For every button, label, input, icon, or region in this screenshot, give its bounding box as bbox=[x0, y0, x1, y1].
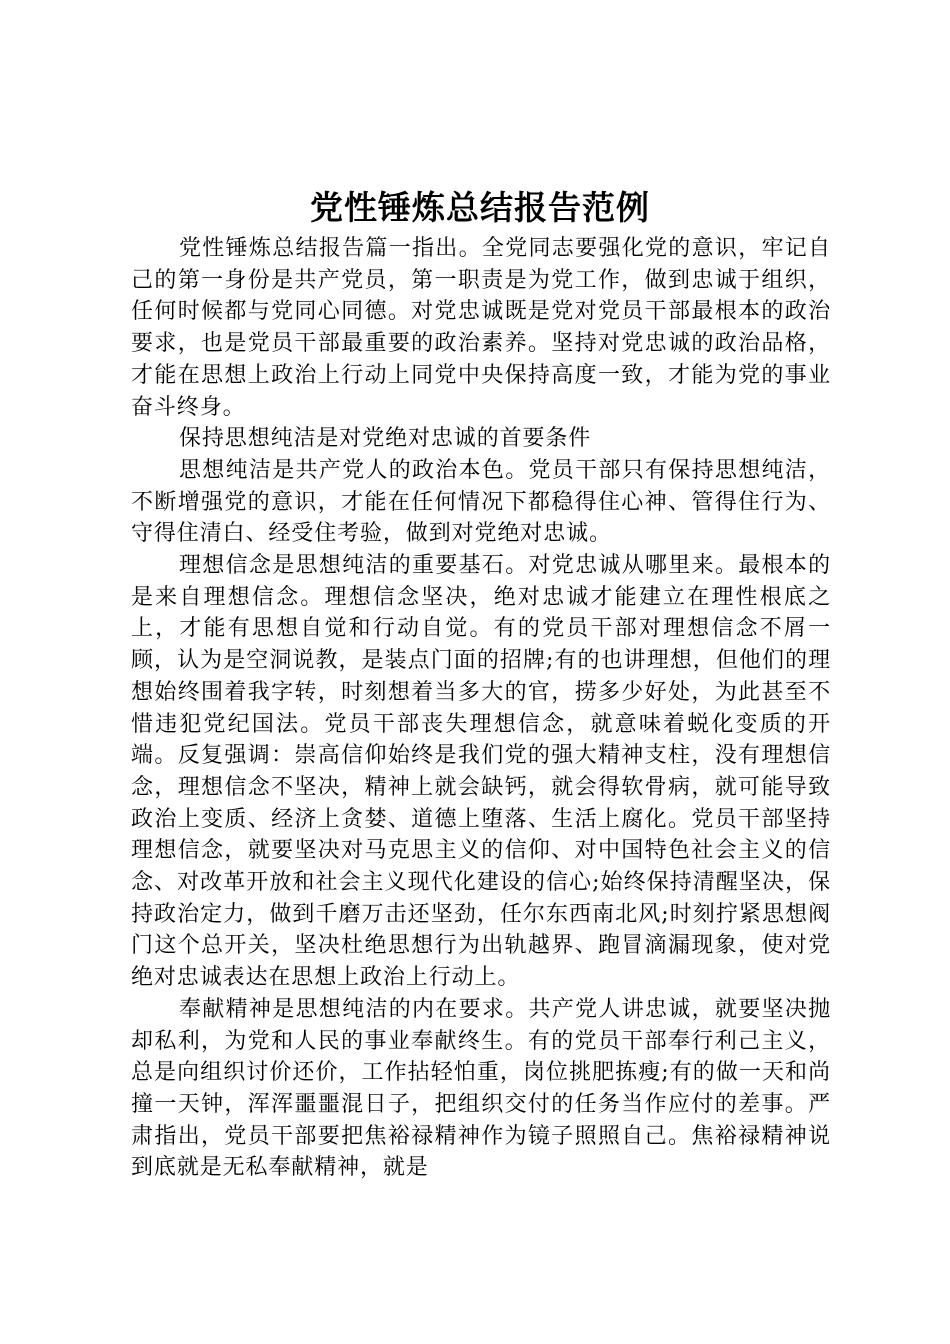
document-body bbox=[131, 233, 831, 1184]
paragraph-intro: 党性锤炼总结报告篇一指出。全党同志要强化党的意识，牢记自己的第一身份是共产党员，第一职责是为党工作，做到忠诚于组织，任何时候都与党同心同德。对党忠诚既是党对党员干部最根本的政治要求，也是党员干部最重要的政治素养。坚持对党忠诚的政治品格，才能在思想上政治上行动上同党中央保持高度一致，才能为党的事业奋斗终身。 bbox=[131, 236, 831, 420]
paragraph-dedication: 奉献精神是思想纯洁的内在要求。共产党人讲忠诚，就要坚决抛却私利，为党和人民的事业奉献终生。有的党员干部奉行利己主义，总是向组织讨价还价，工作拈轻怕重，岗位挑肥拣瘦;有的做一天和尚撞一天钟，浑浑噩噩混日子，把组织交付的任务当作应付的差事。严肃指出，党员干部要把焦裕禄精神作为镜子照照自己。焦裕禄精神说到底就是无私奉献精神，就是 bbox=[131, 996, 831, 1181]
section-heading: 保持思想纯洁是对党绝对忠诚的首要条件 bbox=[179, 426, 592, 452]
document-title: 党性锤炼总结报告范例 bbox=[310, 188, 650, 227]
paragraph-ideals: 理想信念是思想纯洁的重要基石。对党忠诚从哪里来。最根本的是来自理想信念。理想信念坚决，绝对忠诚才能建立在理性根底之上，才能有思想自觉和行动自觉。有的党员干部对理想信念不屑一顾，认为是空洞说教，是装点门面的招牌;有的也讲理想，但他们的理想始终围着我字转，时刻想着当多大的官，捞多少好处，为此甚至不惜违犯党纪国法。党员干部丧失理想信念，就意味着蜕化变质的开端。反复强调：崇高信仰始终是我们党的强大精神支柱，没有理想信念，理想信念不坚决，精神上就会缺钙，就会得软骨病，就可能导致政治上变质、经济上贪婪、道德上堕落、生活上腐化。党员干部坚持理想信念，就要坚决对马克思主义的信仰、对中国特色社会主义的信念、对改革开放和社会主义现代化建设的信心;始终保持清醒坚决，保持政治定力，做到千磨万击还坚劲，任尔东西南北风;时刻拧紧思想阀门这个总开关，坚决杜绝思想行为出轨越界、跑冒滴漏现象，使对党绝对忠诚表达在思想上政治上行动上。 bbox=[131, 553, 831, 991]
paragraph-purity: 思想纯洁是共产党人的政治本色。党员干部只有保持思想纯洁，不断增强党的意识，才能在任何情况下都稳得住心神、管得住行为、守得住清白、经受住考验，做到对党绝对忠诚。 bbox=[131, 457, 831, 547]
